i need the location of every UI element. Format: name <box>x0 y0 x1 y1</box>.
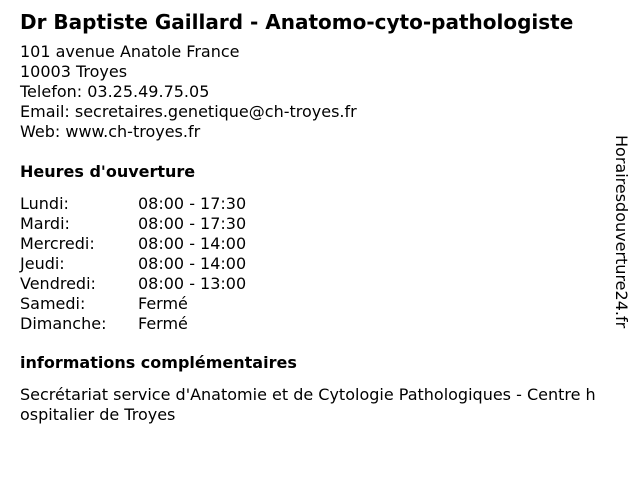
day-hours: Fermé <box>138 294 188 313</box>
hours-row-thursday <box>20 254 246 274</box>
email-address: Email: secretaires.genetique@ch-troyes.fr <box>20 102 357 121</box>
phone-number: Telefon: 03.25.49.75.05 <box>20 82 210 101</box>
day-label: Dimanche: <box>20 314 107 333</box>
hours-row-friday <box>20 274 246 294</box>
hours-row-tuesday <box>20 214 246 234</box>
day-hours: 08:00 - 14:00 <box>138 234 247 253</box>
business-listing <box>20 8 600 425</box>
day-hours: Fermé <box>138 314 188 333</box>
contact-block <box>20 42 600 142</box>
website-address: Web: www.ch-troyes.fr <box>20 122 201 141</box>
hours-row-saturday <box>20 294 246 314</box>
day-hours: 08:00 - 13:00 <box>138 274 247 293</box>
day-hours: 08:00 - 17:30 <box>138 214 247 233</box>
hours-row-sunday <box>20 314 246 334</box>
opening-hours-heading: Heures d'ouverture <box>20 162 196 181</box>
site-watermark-text: Horairesdouverture24.fr <box>612 135 631 329</box>
additional-info-heading: informations complémentaires <box>20 353 297 372</box>
day-label: Vendredi: <box>20 274 96 293</box>
page-title: Dr Baptiste Gaillard - Anatomo-cyto-pathologiste <box>20 10 574 34</box>
day-label: Lundi: <box>20 194 69 213</box>
address-city: 10003 Troyes <box>20 62 128 81</box>
day-label: Mardi: <box>20 214 70 233</box>
day-hours: 08:00 - 14:00 <box>138 254 247 273</box>
day-label: Samedi: <box>20 294 86 313</box>
hours-row-monday <box>20 194 246 214</box>
address-street: 101 avenue Anatole France <box>20 42 240 61</box>
additional-info-text: Secrétariat service d'Anatomie et de Cytologie Pathologiques - Centre hospitalier de Troyes <box>20 385 596 424</box>
hours-row-wednesday <box>20 234 246 254</box>
day-label: Jeudi: <box>20 254 65 273</box>
day-hours: 08:00 - 17:30 <box>138 194 247 213</box>
site-watermark <box>603 135 639 375</box>
day-label: Mercredi: <box>20 234 95 253</box>
opening-hours-table <box>20 194 246 334</box>
